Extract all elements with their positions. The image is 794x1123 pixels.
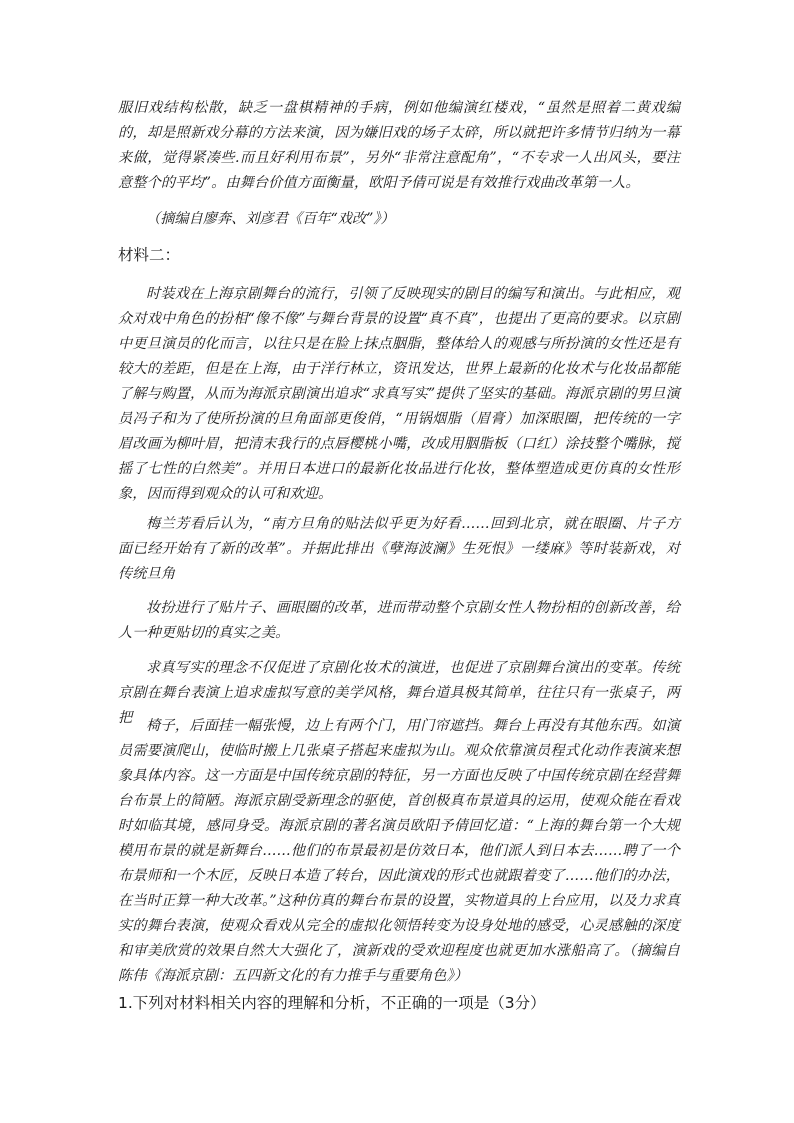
paragraph-costume-drama: 时装戏在上海京剧舞台的流行，引领了反映现实的剧目的编写和演出。与此相应，观众对戏中角色的扮相“像不像”与舞台背景的设置“真不真”，也提出了更高的要求。以京剧中更旦演员的化而言，以往只是在脸上抹点胭脂，整体给人的观感与所扮演的女性还是有较大的差距，但是在上海，由于洋行林立，资讯发达，世界上最新的化妆术与化妆品都能了解与购置，从而为海派京剧演出追求“求真写实”提供了坚实的基础。海派京剧的男旦演员冯子和为了使所扮演的旦角面部更俊俏，“用锅烟脂（眉膏）加深眼圈，把传统的一字眉改画为柳叶眉，把清末我行的点唇樱桃小嘴，改成用胭脂板（口红）涂技整个嘴脉，搅摇了七性的白然美”。并用日本进口的最新化妆品进行化妆，整体塑造成更仿真的女性形象，因而得到观众的认可和欢迎。 <box>118 286 680 502</box>
section-heading-material-two: 材料二： <box>118 246 181 264</box>
paragraph-stage-scenery: 椅子，后面挂一幅张慢，边上有两个门，用门帘遮挡。舞台上再没有其他东西。如演员需要演爬山，使临时搬上几张桌子搭起来虚拟为山。观众依靠演员程式化动作表演来想象具体内容。这一方面是中国传统京剧的特征，另一方面也反映了中国传统京剧在经营舞台布景上的简陋。海派京剧受新理念的驱使，首创极真布景道具的运用，使观众能在看戏时如临其境，感同身受。海派京剧的著名演员欧阳予倩回忆道：“上海的舞台第一个大规模用布景的就是新舞台……他们的布景最初是仿效日本，他们派人到日本去……聘了一个布景师和一个木匠，反映日本造了转台，因此演戏的形式也就跟着变了……他们的办法，在当时正算一种大改革。”这种仿真的舞台布景的设置，实物道具的上台应用，以及力求真实的舞台表演，使观众看戏从完全的虚拟化领悟转变为设身处地的感受，心灵感触的深度和审美欣赏的效果自然大大强化了，演新戏的受欢迎程度也就更加水涨船高了。（摘编自陈伟《海派京剧：五四新文化的有力推手与重要角色》） <box>118 718 680 984</box>
paragraph-makeup-reform: 妆扮进行了贴片子、画眼圈的改革，进而带动整个京剧女性人物扮相的创新改善，给人一种更贴切的真实之美。 <box>118 600 680 641</box>
paragraph-continuation: 服旧戏结构松散，缺乏一盘棋精神的手病，例如他编演红楼戏，“虽然是照着二黄戏编的，却是照新戏分幕的方法来演，因为嫌旧戏的场子太碎，所以就把许多情节归纳为一幕来做，觉得紧凑些.而且好利用布景”，另外“非常注意配角”，“不专求一人出风头，要注意整个的平均”。由舞台价值方面衡量，欧阳予倩可说是有效推行戏曲改革第一人。 <box>118 100 680 191</box>
paragraph-mei-lanfang: 梅兰芳看后认为，“南方旦角的贴法似乎更为好看……回到北京，就在眼圈、片子方面已经开始有了新的改革”。并据此排出《孽海波澜》生死恨》一缕麻》等时装新戏，对传统旦角 <box>118 516 680 582</box>
citation-material-one: （摘编自廖奔、刘彦君《百年“戏改”》） <box>146 211 395 227</box>
paragraph-realism-stage: 求真写实的理念不仅促进了京剧化妆术的演进，也促进了京剧舞台演出的变革。传统京剧在舞台表演上追求虚拟写意的美学风格，舞台道具极其简单，往往只有一张桌子，两把 <box>118 660 680 726</box>
question-1: 1.下列对材料相关内容的理解和分析，不正确的一项是（3分） <box>118 994 546 1012</box>
